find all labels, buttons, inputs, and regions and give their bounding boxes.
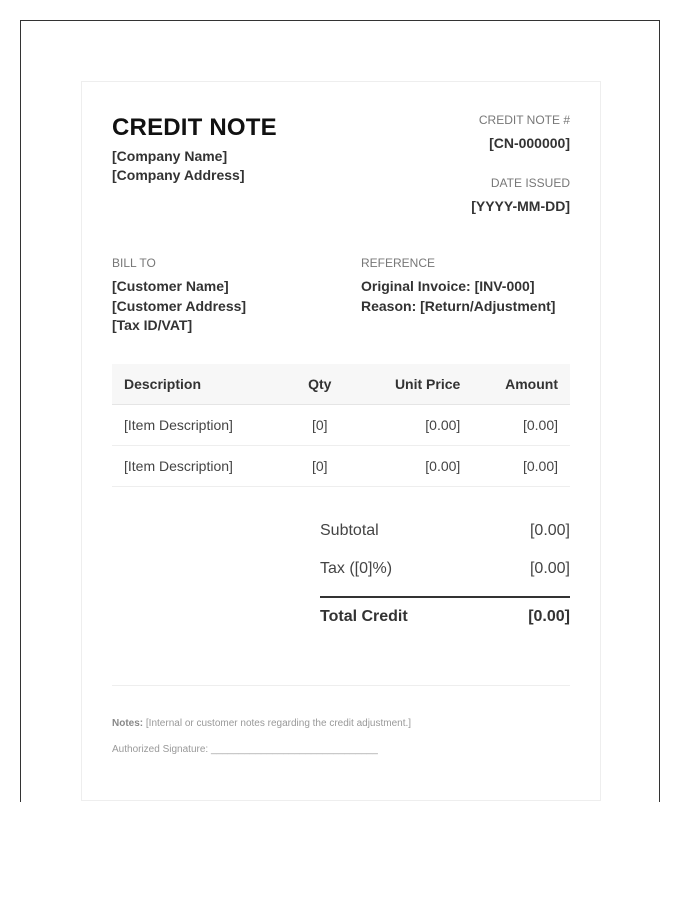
subtotal-value: [0.00]: [529, 522, 570, 539]
item-amount: [0.00]: [472, 405, 570, 446]
column-header-description: Description: [112, 364, 288, 405]
company-address: [Company Address]: [112, 167, 245, 183]
table-row: [112, 446, 570, 487]
column-header-amount: Amount: [472, 364, 570, 405]
total-credit-value: [0.00]: [528, 608, 570, 625]
table-header-row: [112, 364, 570, 405]
tax-row: [320, 550, 570, 588]
notes-text: [Internal or customer notes regarding the credit adjustment.]: [143, 718, 412, 729]
item-qty: [0]: [288, 446, 351, 487]
document-title: CREDIT NOTE: [112, 114, 277, 141]
reference-label: REFERENCE: [361, 256, 436, 270]
item-amount: [0.00]: [472, 446, 570, 487]
bill-to-label: BILL TO: [112, 256, 156, 270]
footer-divider: [112, 685, 570, 686]
tax-value: [0.00]: [529, 560, 570, 577]
notes-label: Notes:: [112, 718, 144, 729]
item-description: [Item Description]: [112, 446, 288, 487]
total-credit-label: Total Credit: [320, 608, 408, 625]
column-header-qty: Qty: [288, 364, 351, 405]
credit-note-number-label: CREDIT NOTE #: [478, 113, 570, 127]
authorized-signature-line: Authorized Signature: ______________________________: [112, 744, 378, 755]
subtotal-row: [320, 512, 570, 550]
company-name: [Company Name]: [112, 148, 228, 164]
customer-name: [Customer Name]: [112, 278, 229, 294]
tax-label: Tax ([0]%): [320, 560, 393, 577]
line-items-table: [112, 364, 570, 487]
item-unit-price: [0.00]: [351, 446, 472, 487]
item-unit-price: [0.00]: [351, 405, 472, 446]
credit-note-number: [CN-000000]: [489, 135, 570, 151]
subtotal-label: Subtotal: [320, 522, 379, 539]
table-row: [112, 405, 570, 446]
date-issued-label: DATE ISSUED: [490, 176, 570, 190]
column-header-unit-price: Unit Price: [351, 364, 472, 405]
customer-address: [Customer Address]: [112, 298, 247, 314]
credit-reason: Reason: [Return/Adjustment]: [361, 298, 556, 314]
notes: [112, 718, 411, 729]
original-invoice: Original Invoice: [INV-000]: [361, 278, 535, 294]
totals-section: [320, 512, 570, 636]
customer-tax-id: [Tax ID/VAT]: [112, 317, 193, 333]
item-description: [Item Description]: [112, 405, 288, 446]
item-qty: [0]: [288, 405, 351, 446]
date-issued: [YYYY-MM-DD]: [471, 198, 570, 214]
total-credit-row: [320, 598, 570, 636]
